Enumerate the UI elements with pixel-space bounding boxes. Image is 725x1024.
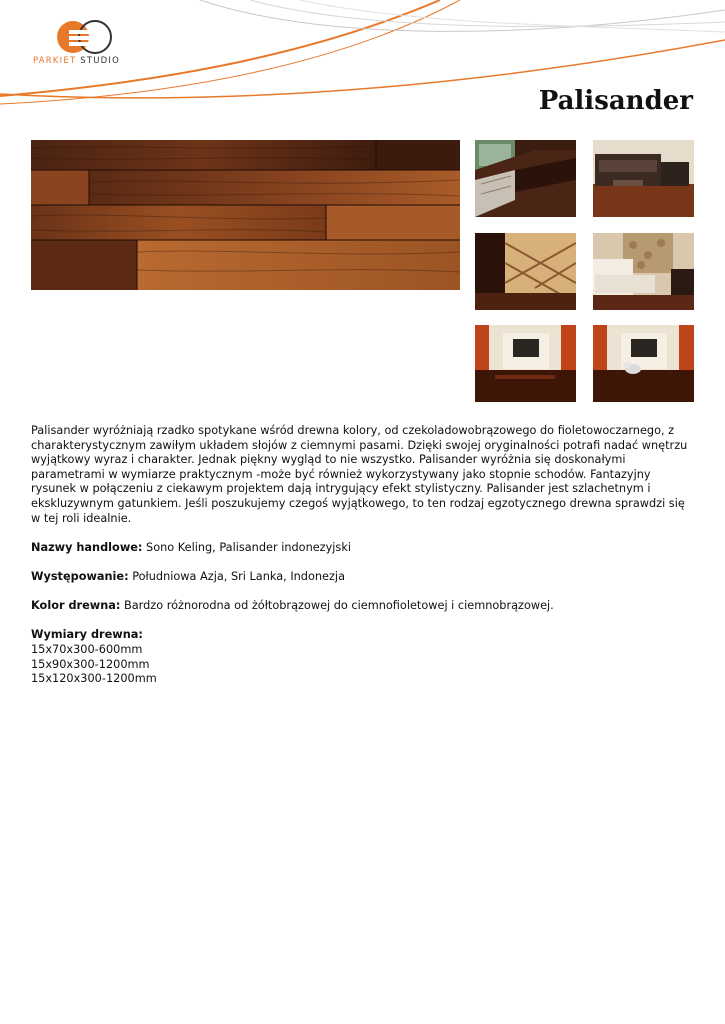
- gallery-photo-fireplace-cat[interactable]: [593, 325, 694, 402]
- wood-color-row: [31, 599, 695, 614]
- wood-color-label: Kolor drewna:: [31, 599, 121, 613]
- trade-names-label: Nazwy handlowe:: [31, 540, 143, 554]
- gallery-photo-cabinet[interactable]: [475, 233, 576, 310]
- product-description-section: [31, 424, 695, 687]
- occurrence-row: [31, 570, 695, 585]
- occurrence-label: Występowanie:: [31, 569, 129, 583]
- trade-names-row: [31, 541, 695, 556]
- dimensions-label: Wymiary drewna:: [31, 628, 143, 642]
- page-title: Palisander: [538, 86, 693, 116]
- wood-color-value: Bardzo różnorodna od żółtobrązowej do ciemnofioletowej i ciemnobrązowej.: [124, 599, 554, 613]
- dimension-item: 15x120x300-1200mm: [31, 672, 157, 686]
- occurrence-value: Południowa Azja, Sri Lanka, Indonezja: [132, 569, 345, 583]
- gallery-photo-sofa[interactable]: [593, 140, 694, 217]
- dimensions-block: [31, 628, 695, 686]
- dimension-item: 15x90x300-1200mm: [31, 657, 150, 671]
- trade-names-value: Sono Keling, Palisander indonezyjski: [146, 540, 352, 554]
- gallery-photo-bedroom[interactable]: [593, 233, 694, 310]
- product-description: Palisander wyróżniają rzadko spotykane wśród drewna kolory, od czekoladowobrązowego do fioletowoczarnego, z charakterystycznym zawiłym układem słojów z ciemnymi pasami. Dzięki swojej oryginalności potrafi nadać wnętrzu wyjątkowy wyraz i charakter. Jednak piękny wygląd to nie wszystko. Palisander wyróżnia się doskonałymi parametrami w wymiarze praktycznym -może być również wykorzystywany jako stopnie schodów. Fantazyjny rysunek w połączeniu z ciekawym projektem dają intrygujący efekt stylistyczny. Palisander jest szlachetnym i ekskluzywnym gatunkiem. Jeśli poszukujemy czegoś wyjątkowego, to ten rodzaj egzotycznego drewna sprawdzi się w tej roli idealnie.: [31, 424, 688, 525]
- logo-text: [33, 56, 120, 66]
- logo-word-studio: STUDIO: [80, 56, 121, 66]
- logo-word-parkiet: PARKIET: [33, 56, 77, 66]
- gallery-photo-stairs[interactable]: [475, 140, 576, 217]
- hero-wood-plank-image: [31, 140, 460, 290]
- gallery-photo-fireplace[interactable]: [475, 325, 576, 402]
- dimension-item: 15x70x300-600mm: [31, 642, 143, 656]
